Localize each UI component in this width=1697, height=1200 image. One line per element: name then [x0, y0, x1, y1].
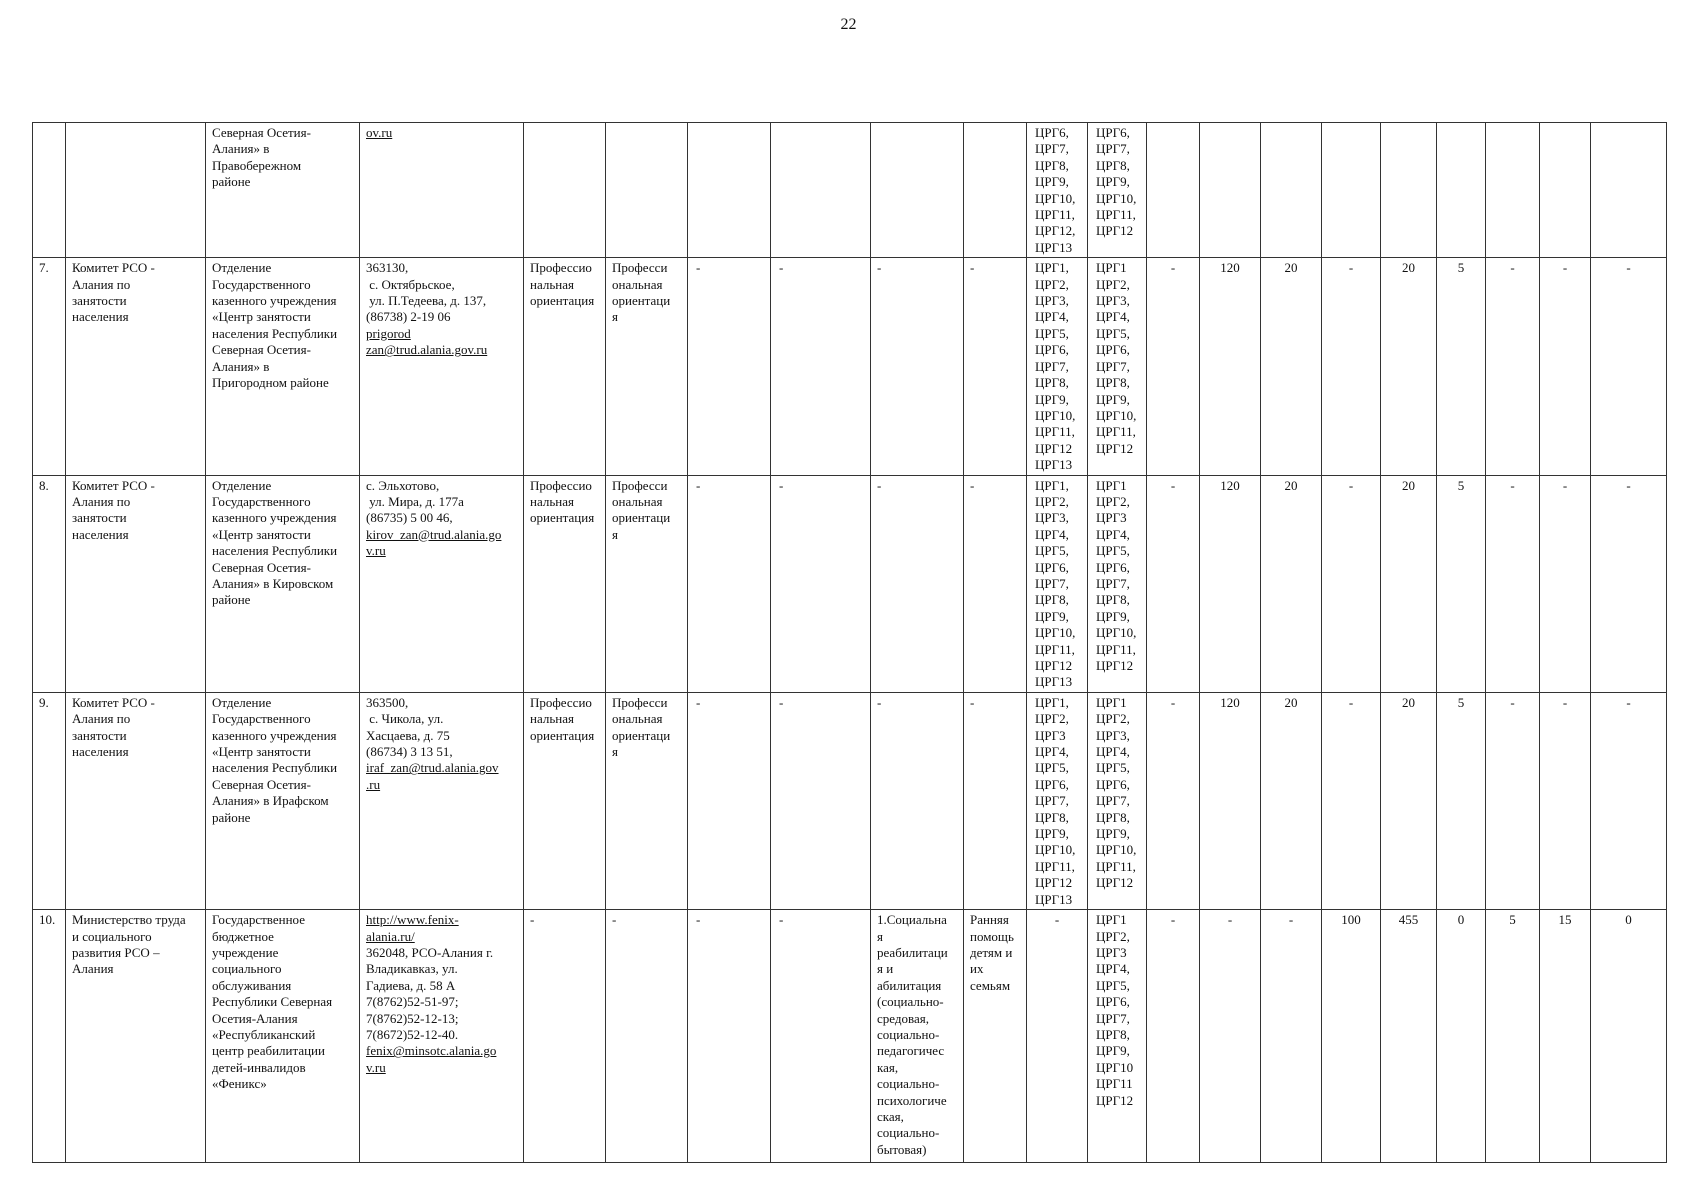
count-cell-18: 5 [1437, 258, 1486, 475]
count-cell-18: 5 [1437, 692, 1486, 909]
count-cell-19: 5 [1486, 910, 1540, 1163]
column-7-cell: - [688, 258, 771, 475]
contacts-cell [360, 910, 524, 1163]
row-number-cell: 9. [33, 692, 66, 909]
column-8-cell: - [771, 692, 871, 909]
count-cell-16 [1322, 123, 1381, 258]
early-help-cell [964, 123, 1027, 258]
column-8-cell: - [771, 258, 871, 475]
count-cell-13: - [1147, 692, 1200, 909]
service-name-cell: Професси ональная ориентаци я [606, 692, 688, 909]
row-number-cell: 8. [33, 475, 66, 692]
organization-cell: Северная Осетия- Алания» в Правобережном районе [206, 123, 360, 258]
early-help-cell: - [964, 475, 1027, 692]
count-cell-20: 15 [1540, 910, 1591, 1163]
target-groups-cell: ЦРГ1, ЦРГ2, ЦРГ3 ЦРГ4, ЦРГ5, ЦРГ6, ЦРГ7, ЦРГ8, ЦРГ9, ЦРГ10, ЦРГ11, ЦРГ12 ЦРГ13 [1027, 692, 1088, 909]
service-name-cell: Професси ональная ориентаци я [606, 258, 688, 475]
agency-cell: Министерство труда и социального развития РСО – Алания [66, 910, 206, 1163]
count-cell-15: - [1261, 910, 1322, 1163]
rehabilitation-cell: - [871, 475, 964, 692]
agency-cell: Комитет РСО - Алания по занятости населения [66, 692, 206, 909]
row-number-cell: 10. [33, 910, 66, 1163]
agency-cell [66, 123, 206, 258]
column-7-cell: - [688, 475, 771, 692]
contact-line: (86734) 3 13 51, [366, 744, 453, 760]
target-groups-2-cell: ЦРГ1 ЦРГ2, ЦРГ3 ЦРГ4, ЦРГ5, ЦРГ6, ЦРГ7, ЦРГ8, ЦРГ9, ЦРГ10, ЦРГ11, ЦРГ12 [1088, 475, 1147, 692]
count-cell-13: - [1147, 910, 1200, 1163]
early-help-cell: - [964, 692, 1027, 909]
target-groups-cell: - [1027, 910, 1088, 1163]
column-8-cell: - [771, 910, 871, 1163]
count-cell-13 [1147, 123, 1200, 258]
count-cell-17: 20 [1381, 258, 1437, 475]
column-8-cell: - [771, 475, 871, 692]
table-body [33, 123, 1667, 1163]
contact-line: 7(8672)52-12-40. [366, 1026, 459, 1042]
rehabilitation-cell [871, 123, 964, 258]
service-type-cell: Профессио нальная ориентация [524, 258, 606, 475]
contact-line: Владикавказ, ул. [366, 961, 458, 977]
row-number-cell: 7. [33, 258, 66, 475]
count-cell-21: 0 [1591, 910, 1667, 1163]
column-7-cell: - [688, 692, 771, 909]
contacts-cell [360, 258, 524, 475]
target-groups-cell: ЦРГ6, ЦРГ7, ЦРГ8, ЦРГ9, ЦРГ10, ЦРГ11, ЦРГ12, ЦРГ13 [1027, 123, 1088, 258]
target-groups-cell: ЦРГ1, ЦРГ2, ЦРГ3, ЦРГ4, ЦРГ5, ЦРГ6, ЦРГ7, ЦРГ8, ЦРГ9, ЦРГ10, ЦРГ11, ЦРГ12 ЦРГ13 [1027, 258, 1088, 475]
contact-line: Гадиева, д. 58 А [366, 977, 456, 993]
service-type-cell: - [524, 910, 606, 1163]
count-cell-13: - [1147, 258, 1200, 475]
count-cell-18: 0 [1437, 910, 1486, 1163]
service-name-cell: Професси ональная ориентаци я [606, 475, 688, 692]
column-8-cell [771, 123, 871, 258]
count-cell-17 [1381, 123, 1437, 258]
email-link[interactable]: iraf_zan@trud.alania.gov .ru [366, 760, 499, 792]
column-7-cell [688, 123, 771, 258]
target-groups-2-cell: ЦРГ6, ЦРГ7, ЦРГ8, ЦРГ9, ЦРГ10, ЦРГ11, ЦРГ12 [1088, 123, 1147, 258]
row-number-cell [33, 123, 66, 258]
count-cell-20: - [1540, 475, 1591, 692]
count-cell-15: 20 [1261, 692, 1322, 909]
count-cell-16: - [1322, 475, 1381, 692]
count-cell-17: 20 [1381, 692, 1437, 909]
count-cell-16: - [1322, 692, 1381, 909]
rehabilitation-cell: - [871, 258, 964, 475]
count-cell-21 [1591, 123, 1667, 258]
count-cell-14: 120 [1200, 692, 1261, 909]
service-name-cell: - [606, 910, 688, 1163]
service-type-cell [524, 123, 606, 258]
contact-line: с. Чикола, ул. [366, 711, 444, 727]
contact-line: 363500, [366, 694, 409, 710]
contact-line: (86738) 2-19 06 [366, 309, 451, 325]
count-cell-21: - [1591, 258, 1667, 475]
contacts-cell [360, 123, 524, 258]
table-row [33, 910, 1667, 1163]
target-groups-cell: ЦРГ1, ЦРГ2, ЦРГ3, ЦРГ4, ЦРГ5, ЦРГ6, ЦРГ7, ЦРГ8, ЦРГ9, ЦРГ10, ЦРГ11, ЦРГ12 ЦРГ13 [1027, 475, 1088, 692]
contacts-cell [360, 692, 524, 909]
count-cell-19 [1486, 123, 1540, 258]
contact-line: ул. П.Тедеева, д. 137, [366, 293, 487, 309]
column-7-cell: - [688, 910, 771, 1163]
count-cell-20: - [1540, 692, 1591, 909]
early-help-cell: - [964, 258, 1027, 475]
table-row [33, 475, 1667, 692]
contact-line: 363130, [366, 260, 409, 276]
contact-line: с. Эльхотово, [366, 477, 440, 493]
service-type-cell: Профессио нальная ориентация [524, 475, 606, 692]
contact-line: (86735) 5 00 46, [366, 510, 453, 526]
organization-cell: Отделение Государственного казенного учреждения «Центр занятости населения Республики Северная Осетия- Алания» в Пригородном районе [206, 258, 360, 475]
count-cell-18 [1437, 123, 1486, 258]
contact-line: 7(8762)52-12-13; [366, 1010, 459, 1026]
table-row [33, 692, 1667, 909]
contact-line: с. Октябрьское, [366, 276, 455, 292]
table-row [33, 123, 1667, 258]
contacts-cell [360, 475, 524, 692]
count-cell-17: 20 [1381, 475, 1437, 692]
email-link[interactable]: kirov_zan@trud.alania.go v.ru [366, 526, 502, 559]
agency-cell: Комитет РСО - Алания по занятости населения [66, 475, 206, 692]
target-groups-2-cell: ЦРГ1 ЦРГ2, ЦРГ3, ЦРГ4, ЦРГ5, ЦРГ6, ЦРГ7, ЦРГ8, ЦРГ9, ЦРГ10, ЦРГ11, ЦРГ12 [1088, 258, 1147, 475]
count-cell-19: - [1486, 258, 1540, 475]
email-link[interactable]: prigorod zan@trud.alania.gov.ru [366, 325, 488, 358]
count-cell-20 [1540, 123, 1591, 258]
contact-line: Хасцаева, д. 75 [366, 727, 450, 743]
count-cell-15: 20 [1261, 258, 1322, 475]
agency-cell: Комитет РСО - Алания по занятости населения [66, 258, 206, 475]
organization-cell: Отделение Государственного казенного учреждения «Центр занятости населения Республики Северная Осетия- Алания» в Ирафском районе [206, 692, 360, 909]
count-cell-15 [1261, 123, 1322, 258]
count-cell-14: - [1200, 910, 1261, 1163]
count-cell-20: - [1540, 258, 1591, 475]
website-link[interactable]: http://www.fenix- alania.ru/ [366, 912, 459, 944]
table-row [33, 258, 1667, 475]
count-cell-18: 5 [1437, 475, 1486, 692]
count-cell-14 [1200, 123, 1261, 258]
page-number: 22 [840, 16, 857, 33]
email-link[interactable]: fenix@minsotc.alania.go v.ru [366, 1043, 497, 1075]
service-type-cell: Профессио нальная ориентация [524, 692, 606, 909]
count-cell-16: - [1322, 258, 1381, 475]
service-name-cell [606, 123, 688, 258]
count-cell-15: 20 [1261, 475, 1322, 692]
contact-line: 7(8762)52-51-97; [366, 994, 459, 1010]
count-cell-16: 100 [1322, 910, 1381, 1163]
organization-cell: Государственное бюджетное учреждение социального обслуживания Республики Северная Осетия-Алания «Республиканский центр реабилитации детей-инвалидов «Феникс» [206, 910, 360, 1163]
count-cell-13: - [1147, 475, 1200, 692]
document-table [32, 122, 1667, 1163]
target-groups-2-cell: ЦРГ1 ЦРГ2, ЦРГ3 ЦРГ4, ЦРГ5, ЦРГ6, ЦРГ7, ЦРГ8, ЦРГ9, ЦРГ10 ЦРГ11 ЦРГ12 [1088, 910, 1147, 1163]
count-cell-17: 455 [1381, 910, 1437, 1163]
rehabilitation-cell: 1.Социальна я реабилитаци я и абилитация (социально- средовая, социально- педагогичес кая, социально- психологиче ская, социально- бытовая) [871, 910, 964, 1163]
early-help-cell: Ранняя помощь детям и их семьям [964, 910, 1027, 1163]
email-link[interactable]: ov.ru [366, 125, 393, 140]
count-cell-21: - [1591, 692, 1667, 909]
target-groups-2-cell: ЦРГ1 ЦРГ2, ЦРГ3, ЦРГ4, ЦРГ5, ЦРГ6, ЦРГ7, ЦРГ8, ЦРГ9, ЦРГ10, ЦРГ11, ЦРГ12 [1088, 692, 1147, 909]
count-cell-19: - [1486, 692, 1540, 909]
count-cell-19: - [1486, 475, 1540, 692]
rehabilitation-cell: - [871, 692, 964, 909]
contact-line: ул. Мира, д. 177а [366, 493, 464, 509]
count-cell-14: 120 [1200, 475, 1261, 692]
count-cell-14: 120 [1200, 258, 1261, 475]
count-cell-21: - [1591, 475, 1667, 692]
organization-cell: Отделение Государственного казенного учреждения «Центр занятости населения Республики Северная Осетия- Алания» в Кировском районе [206, 475, 360, 692]
contact-line: 362048, РСО-Алания г. [366, 944, 494, 960]
